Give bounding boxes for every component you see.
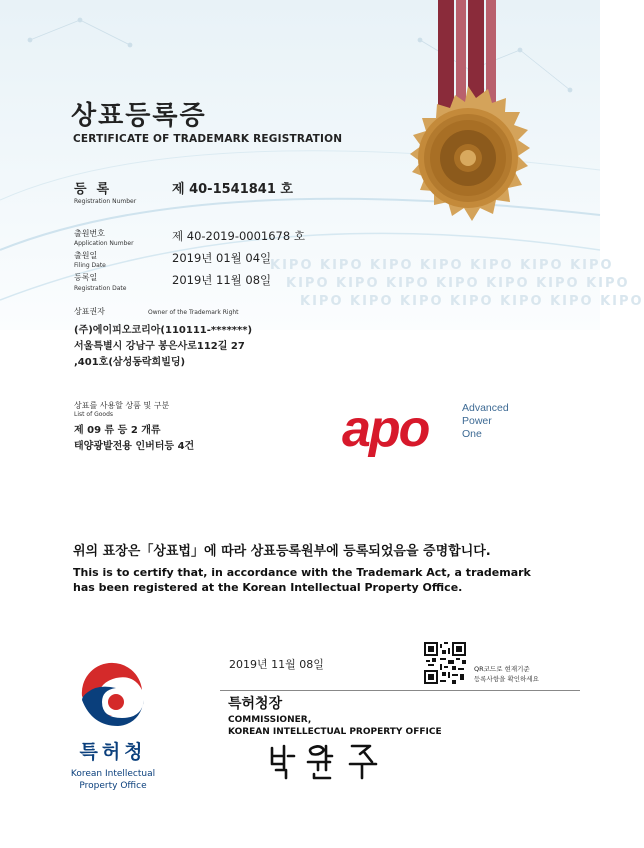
qr-instruction-line2: 등록사항을 확인하세요 — [474, 675, 539, 683]
svg-text:apo: apo — [342, 400, 429, 458]
owner-address-line2: ,401호(삼성동락희빌딩) — [74, 357, 186, 368]
page-subtitle: CERTIFICATE OF TRADEMARK REGISTRATION — [73, 133, 343, 145]
page-title: 상표등록증 — [71, 101, 207, 131]
watermark-row-2: KIPO KIPO KIPO KIPO KIPO KIPO KIPO — [286, 276, 630, 291]
application-number: 제 40-2019-0001678 호 — [172, 229, 305, 243]
certification-statement-ko: 위의 표장은「상표법」에 따라 상표등록원부에 등록되었음을 증명합니다. — [73, 544, 491, 559]
signature-image — [268, 740, 388, 780]
goods-label-en: List of Goods — [74, 411, 114, 418]
registration-label: 등록 — [74, 182, 120, 197]
logo-text-line2: Power — [462, 415, 492, 427]
qr-instruction-line1: QR코드로 현재기준 — [474, 665, 530, 673]
qr-code-icon[interactable] — [424, 642, 466, 684]
commissioner-title-en — [228, 714, 442, 738]
divider — [220, 690, 580, 691]
registration-date-label: 등록일 — [74, 273, 98, 282]
logo-text-line3: One — [462, 428, 482, 440]
owner-name: (주)에이피오코리아(110111-*******) — [74, 325, 253, 336]
logo-text-line1: Advanced — [462, 402, 509, 414]
watermark-row-1: KIPO KIPO KIPO KIPO KIPO KIPO KIPO — [270, 258, 614, 273]
registration-label-en: Registration Number — [74, 198, 137, 205]
gold-seal-icon — [380, 0, 560, 230]
filing-date: 2019년 01월 04일 — [172, 251, 272, 265]
certification-statement-en: This is to certify that, in accordance with the Trademark Act, a trademark has been registered at the Korean Intellectual Property Office. — [73, 566, 531, 594]
watermark-row-3: KIPO KIPO KIPO KIPO KIPO KIPO KIPO — [300, 294, 644, 309]
goods-class: 제 09 류 등 2 개류 — [74, 425, 161, 436]
kipo-name-en-line2: Property Office — [79, 781, 147, 791]
filing-date-label: 출원일 — [74, 251, 98, 260]
registration-date-label-en: Registration Date — [74, 285, 127, 292]
goods-label: 상표를 사용할 상품 및 구분 — [74, 401, 170, 410]
kipo-emblem-icon — [72, 660, 154, 736]
commissioner-title-ko: 특허청장 — [228, 696, 283, 712]
filing-date-label-en: Filing Date — [74, 262, 106, 269]
registration-number: 제 40-1541841 호 — [172, 182, 293, 197]
owner-address-line1: 서울특별시 강남구 봉은사로112길 27 — [74, 341, 245, 352]
kipo-name-en-line1: Korean Intellectual — [70, 769, 156, 779]
goods-description: 태양광발전용 인버터등 4건 — [74, 441, 195, 452]
qr-instruction — [474, 664, 539, 684]
commissioner-title-en-line1: COMMISSIONER, — [228, 715, 312, 725]
kipo-logo-text — [62, 737, 164, 792]
owner-label-en: Owner of the Trademark Right — [148, 309, 239, 316]
trademark-logo — [328, 380, 530, 476]
issue-date: 2019년 11월 08일 — [229, 658, 324, 671]
owner-label: 상표권자 — [74, 307, 105, 316]
application-label: 출원번호 — [74, 229, 105, 238]
commissioner-title-en-line2: KOREAN INTELLECTUAL PROPERTY OFFICE — [228, 727, 442, 737]
kipo-name-ko: 특허청 — [79, 741, 147, 763]
registration-date: 2019년 11월 08일 — [172, 273, 272, 287]
application-label-en: Application Number — [74, 240, 134, 247]
